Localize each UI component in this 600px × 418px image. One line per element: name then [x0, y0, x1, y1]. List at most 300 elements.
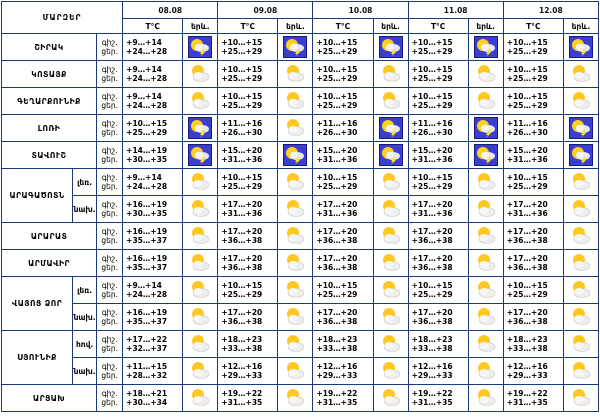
temperature-cell	[503, 142, 563, 169]
time-of-day-labels	[97, 88, 123, 115]
partly-cloudy-icon	[183, 169, 218, 196]
day-temp: +36…+38	[316, 263, 358, 272]
partly-cloudy-icon	[183, 250, 218, 277]
temperature-cell	[123, 34, 183, 61]
night-temp: +17…+20	[221, 308, 263, 317]
night-temp: +11…+16	[411, 119, 453, 128]
partly-cloudy-icon	[468, 385, 503, 412]
night-temp: +18…+21	[126, 389, 168, 398]
temperature-cell	[123, 358, 183, 385]
temperature-cell	[123, 196, 183, 223]
night-temp: +10…+15	[316, 38, 358, 47]
night-label: գիշ.	[101, 200, 118, 209]
partly-cloudy-icon	[373, 331, 408, 358]
temperature-cell	[503, 34, 563, 61]
partly-cloudy-icon	[468, 304, 503, 331]
day-temp: +36…+38	[506, 236, 548, 245]
night-label: գիշ.	[101, 335, 118, 344]
subzone-label: նախ.	[73, 358, 97, 385]
day-temp: +25…+29	[316, 182, 358, 191]
region-name: ՏԱՎՈՒՇ	[2, 142, 97, 169]
night-temp: +10…+15	[316, 281, 358, 290]
temperature-cell	[408, 304, 468, 331]
day-temp: +30…+34	[126, 398, 168, 407]
night-label: գիշ.	[101, 173, 118, 182]
temperature-cell	[313, 277, 373, 304]
partly-cloudy-icon	[563, 169, 598, 196]
night-temp: +17…+20	[506, 254, 548, 263]
partly-cloudy-icon	[468, 196, 503, 223]
table-row	[2, 250, 599, 277]
temperature-cell	[408, 61, 468, 88]
temperature-cell	[313, 115, 373, 142]
temperature-cell	[123, 142, 183, 169]
night-temp: +17…+22	[126, 335, 168, 344]
temperature-cell	[313, 196, 373, 223]
day-temp: +31…+35	[411, 398, 453, 407]
night-temp: +18…+23	[316, 335, 358, 344]
day-temp: +25…+29	[506, 182, 548, 191]
temperature-cell	[218, 385, 278, 412]
day-temp: +25…+29	[411, 74, 453, 83]
time-of-day-labels	[97, 142, 123, 169]
region-name: ԱՐՄԱՎԻՐ	[2, 250, 97, 277]
night-temp: +15…+20	[506, 146, 548, 155]
temperature-cell	[503, 61, 563, 88]
table-row	[2, 196, 599, 223]
night-temp: +17…+20	[411, 227, 453, 236]
region-name: ՍՅՈՒՆԻՔ	[2, 331, 73, 385]
partly-cloudy-icon	[563, 196, 598, 223]
temperature-cell	[313, 331, 373, 358]
subzone-label: նախ.	[73, 304, 97, 331]
date-header: 08.08	[123, 2, 218, 19]
partly-cloudy-icon	[373, 169, 408, 196]
subzone-label: լեռ.	[73, 169, 97, 196]
day-temp: +29…+33	[411, 371, 453, 380]
night-temp: +17…+20	[316, 254, 358, 263]
partly-cloudy-icon	[278, 331, 313, 358]
day-temp: +33…+38	[221, 344, 263, 353]
temperature-cell	[123, 277, 183, 304]
partly-cloudy-icon	[563, 385, 598, 412]
night-temp: +18…+23	[411, 335, 453, 344]
day-temp: +24…+28	[126, 101, 168, 110]
subzone-label: հով.	[73, 331, 97, 358]
night-temp: +10…+15	[221, 281, 263, 290]
table-row	[2, 115, 599, 142]
night-temp: +12…+16	[506, 362, 548, 371]
time-of-day-labels	[97, 115, 123, 142]
night-label: գիշ.	[101, 65, 118, 74]
day-temp: +25…+29	[506, 74, 548, 83]
partly-cloudy-icon	[183, 385, 218, 412]
temperature-cell	[503, 196, 563, 223]
day-temp: +25…+29	[506, 290, 548, 299]
day-temp: +25…+29	[411, 47, 453, 56]
day-temp: +31…+35	[221, 398, 263, 407]
temperature-cell	[503, 331, 563, 358]
storm-icon	[373, 115, 408, 142]
temperature-cell	[503, 223, 563, 250]
storm-icon	[563, 142, 598, 169]
night-temp: +19…+22	[411, 389, 453, 398]
day-label: ցեր.	[101, 371, 118, 380]
night-temp: +10…+15	[411, 173, 453, 182]
temperature-cell	[408, 385, 468, 412]
forecast-body	[2, 34, 599, 412]
storm-icon	[183, 142, 218, 169]
day-temp: +25…+29	[506, 47, 548, 56]
night-temp: +12…+16	[411, 362, 453, 371]
night-temp: +15…+20	[221, 146, 263, 155]
night-temp: +14…+19	[126, 146, 168, 155]
temperature-cell	[218, 358, 278, 385]
temperature-cell	[408, 196, 468, 223]
night-temp: +17…+20	[506, 227, 548, 236]
day-label: ցեր.	[101, 128, 118, 137]
night-temp: +18…+23	[221, 335, 263, 344]
partly-cloudy-icon	[373, 223, 408, 250]
day-temp: +36…+38	[506, 317, 548, 326]
icon-col-header: երև.	[183, 19, 218, 34]
day-temp: +25…+29	[316, 290, 358, 299]
day-temp: +31…+36	[506, 155, 548, 164]
day-temp: +25…+29	[221, 290, 263, 299]
time-of-day-labels	[97, 34, 123, 61]
night-temp: +11…+15	[126, 362, 168, 371]
partly-cloudy-icon	[278, 385, 313, 412]
night-temp: +10…+15	[221, 65, 263, 74]
day-temp: +36…+38	[316, 317, 358, 326]
day-temp: +24…+28	[126, 74, 168, 83]
day-temp: +25…+29	[316, 74, 358, 83]
night-label: գիշ.	[101, 227, 118, 236]
night-temp: +17…+20	[411, 254, 453, 263]
region-name: ԼՈՌԻ	[2, 115, 97, 142]
temperature-cell	[313, 250, 373, 277]
day-temp: +33…+38	[316, 344, 358, 353]
night-temp: +10…+15	[411, 38, 453, 47]
table-row	[2, 385, 599, 412]
temp-col-header: T°C	[313, 19, 373, 34]
night-temp: +10…+15	[221, 92, 263, 101]
time-of-day-labels	[97, 385, 123, 412]
day-label: ցեր.	[101, 263, 118, 272]
time-of-day-labels	[97, 61, 123, 88]
day-temp: +31…+36	[316, 155, 358, 164]
day-temp: +25…+29	[126, 128, 168, 137]
day-temp: +25…+29	[316, 101, 358, 110]
temperature-cell	[218, 223, 278, 250]
day-temp: +25…+29	[221, 101, 263, 110]
partly-cloudy-icon	[183, 223, 218, 250]
region-name: ԳԵՂԱՐՔՈՒՆԻՔ	[2, 88, 97, 115]
partly-cloudy-icon	[278, 304, 313, 331]
partly-cloudy-icon	[468, 358, 503, 385]
day-temp: +26…+30	[411, 128, 453, 137]
storm-icon	[183, 34, 218, 61]
partly-cloudy-icon	[373, 304, 408, 331]
time-of-day-labels	[97, 331, 123, 358]
night-temp: +17…+20	[411, 308, 453, 317]
night-temp: +17…+20	[411, 200, 453, 209]
night-temp: +12…+16	[316, 362, 358, 371]
night-label: գիշ.	[101, 38, 118, 47]
partly-cloudy-icon	[373, 196, 408, 223]
night-temp: +17…+20	[316, 200, 358, 209]
day-temp: +24…+28	[126, 47, 168, 56]
day-temp: +28…+32	[126, 371, 168, 380]
table-row	[2, 169, 599, 196]
partly-cloudy-icon	[563, 277, 598, 304]
temperature-cell	[218, 61, 278, 88]
partly-cloudy-icon	[373, 88, 408, 115]
night-label: գիշ.	[101, 281, 118, 290]
night-temp: +15…+20	[316, 146, 358, 155]
table-row	[2, 358, 599, 385]
temperature-cell	[503, 250, 563, 277]
storm-icon	[373, 34, 408, 61]
night-temp: +17…+20	[316, 308, 358, 317]
temp-col-header: T°C	[503, 19, 563, 34]
night-temp: +19…+22	[221, 389, 263, 398]
temp-col-header: T°C	[123, 19, 183, 34]
day-temp: +33…+38	[506, 344, 548, 353]
night-temp: +17…+20	[221, 200, 263, 209]
partly-cloudy-icon	[278, 223, 313, 250]
night-temp: +17…+20	[221, 254, 263, 263]
date-header: 09.08	[218, 2, 313, 19]
partly-cloudy-icon	[468, 61, 503, 88]
temperature-cell	[503, 358, 563, 385]
temperature-cell	[218, 88, 278, 115]
night-temp: +10…+15	[506, 38, 548, 47]
partly-cloudy-icon	[373, 358, 408, 385]
table-row	[2, 277, 599, 304]
partly-cloudy-icon	[278, 277, 313, 304]
night-temp: +10…+15	[506, 92, 548, 101]
day-label: ցեր.	[101, 74, 118, 83]
day-temp: +25…+29	[411, 290, 453, 299]
time-of-day-labels	[97, 358, 123, 385]
temperature-cell	[313, 142, 373, 169]
partly-cloudy-icon	[563, 250, 598, 277]
partly-cloudy-icon	[278, 196, 313, 223]
night-temp: +9…+14	[126, 92, 162, 101]
table-row	[2, 223, 599, 250]
storm-icon	[278, 34, 313, 61]
temperature-cell	[218, 250, 278, 277]
temperature-cell	[313, 169, 373, 196]
time-of-day-labels	[97, 196, 123, 223]
temperature-cell	[408, 88, 468, 115]
night-temp: +16…+19	[126, 227, 168, 236]
table-row	[2, 142, 599, 169]
temperature-cell	[123, 331, 183, 358]
temperature-cell	[313, 304, 373, 331]
day-temp: +24…+28	[126, 290, 168, 299]
day-temp: +31…+36	[411, 209, 453, 218]
day-temp: +25…+29	[411, 101, 453, 110]
icon-col-header: երև.	[468, 19, 503, 34]
temperature-cell	[218, 304, 278, 331]
partly-cloudy-icon	[183, 358, 218, 385]
day-label: ցեր.	[101, 101, 118, 110]
partly-cloudy-icon	[468, 169, 503, 196]
temperature-cell	[408, 277, 468, 304]
storm-icon	[183, 115, 218, 142]
day-temp: +30…+35	[126, 155, 168, 164]
night-temp: +9…+14	[126, 65, 162, 74]
temperature-cell	[218, 115, 278, 142]
day-temp: +36…+38	[316, 236, 358, 245]
day-temp: +31…+36	[221, 209, 263, 218]
temp-col-header: T°C	[408, 19, 468, 34]
temperature-cell	[123, 115, 183, 142]
storm-icon	[468, 34, 503, 61]
temperature-cell	[503, 169, 563, 196]
night-label: գիշ.	[101, 92, 118, 101]
temperature-cell	[408, 223, 468, 250]
partly-cloudy-icon	[373, 385, 408, 412]
region-name: ՇԻՐԱԿ	[2, 34, 97, 61]
day-temp: +25…+29	[316, 47, 358, 56]
table-title: ՄԱՐԶԵՐ	[2, 2, 123, 34]
temperature-cell	[503, 115, 563, 142]
table-row	[2, 331, 599, 358]
date-header: 11.08	[408, 2, 503, 19]
night-temp: +10…+15	[411, 281, 453, 290]
night-temp: +10…+15	[221, 173, 263, 182]
partly-cloudy-icon	[468, 277, 503, 304]
temperature-cell	[408, 115, 468, 142]
partly-cloudy-icon	[183, 304, 218, 331]
day-temp: +29…+33	[506, 371, 548, 380]
day-temp: +36…+38	[221, 317, 263, 326]
storm-icon	[563, 115, 598, 142]
temperature-cell	[313, 88, 373, 115]
temperature-cell	[218, 196, 278, 223]
day-label: ցեր.	[101, 155, 118, 164]
night-temp: +18…+23	[506, 335, 548, 344]
day-temp: +31…+35	[506, 398, 548, 407]
subzone-label: նախ.	[73, 196, 97, 223]
temperature-cell	[313, 385, 373, 412]
day-temp: +31…+36	[316, 209, 358, 218]
time-of-day-labels	[97, 223, 123, 250]
night-temp: +11…+16	[221, 119, 263, 128]
night-label: գիշ.	[101, 308, 118, 317]
table-row	[2, 88, 599, 115]
partly-cloudy-icon	[278, 61, 313, 88]
night-temp: +17…+20	[221, 227, 263, 236]
temperature-cell	[313, 358, 373, 385]
temperature-cell	[123, 88, 183, 115]
night-temp: +17…+20	[506, 200, 548, 209]
day-label: ցեր.	[101, 317, 118, 326]
temperature-cell	[123, 250, 183, 277]
day-temp: +30…+35	[126, 209, 168, 218]
partly-cloudy-icon	[468, 88, 503, 115]
day-temp: +29…+33	[316, 371, 358, 380]
day-temp: +31…+35	[316, 398, 358, 407]
night-temp: +16…+19	[126, 308, 168, 317]
partly-cloudy-icon	[563, 88, 598, 115]
night-temp: +9…+14	[126, 38, 162, 47]
night-temp: +10…+15	[316, 92, 358, 101]
forecast-table	[1, 1, 599, 412]
temperature-cell	[408, 358, 468, 385]
night-temp: +10…+15	[316, 65, 358, 74]
region-name: ԱՐՑԱԽ	[2, 385, 97, 412]
temperature-cell	[313, 223, 373, 250]
day-temp: +25…+29	[221, 182, 263, 191]
night-temp: +10…+15	[506, 281, 548, 290]
partly-cloudy-icon	[183, 88, 218, 115]
temperature-cell	[408, 142, 468, 169]
day-temp: +25…+29	[221, 74, 263, 83]
partly-cloudy-icon	[278, 250, 313, 277]
temperature-cell	[218, 277, 278, 304]
day-label: ցեր.	[101, 236, 118, 245]
night-temp: +11…+16	[506, 119, 548, 128]
night-temp: +12…+16	[221, 362, 263, 371]
storm-icon	[468, 142, 503, 169]
storm-icon	[373, 142, 408, 169]
day-temp: +36…+38	[221, 236, 263, 245]
partly-cloudy-icon	[373, 250, 408, 277]
temperature-cell	[218, 169, 278, 196]
icon-col-header: երև.	[278, 19, 313, 34]
partly-cloudy-icon	[183, 61, 218, 88]
temperature-cell	[503, 304, 563, 331]
partly-cloudy-icon	[278, 358, 313, 385]
partly-cloudy-icon	[468, 223, 503, 250]
partly-cloudy-icon	[278, 88, 313, 115]
temperature-cell	[218, 142, 278, 169]
temperature-cell	[123, 304, 183, 331]
day-temp: +31…+36	[221, 155, 263, 164]
table-row	[2, 304, 599, 331]
night-temp: +16…+19	[126, 254, 168, 263]
partly-cloudy-icon	[563, 331, 598, 358]
night-label: գիշ.	[101, 119, 118, 128]
temperature-cell	[123, 223, 183, 250]
time-of-day-labels	[97, 250, 123, 277]
day-temp: +36…+38	[411, 236, 453, 245]
partly-cloudy-icon	[278, 115, 313, 142]
day-temp: +31…+36	[411, 155, 453, 164]
partly-cloudy-icon	[183, 331, 218, 358]
day-temp: +24…+28	[126, 182, 168, 191]
day-label: ցեր.	[101, 47, 118, 56]
day-label: ցեր.	[101, 209, 118, 218]
night-label: գիշ.	[101, 254, 118, 263]
day-temp: +26…+30	[506, 128, 548, 137]
temp-col-header: T°C	[218, 19, 278, 34]
day-temp: +26…+30	[316, 128, 358, 137]
day-temp: +36…+38	[411, 317, 453, 326]
day-temp: +26…+30	[221, 128, 263, 137]
night-label: գիշ.	[101, 362, 118, 371]
day-temp: +33…+38	[411, 344, 453, 353]
time-of-day-labels	[97, 169, 123, 196]
night-temp: +15…+20	[411, 146, 453, 155]
partly-cloudy-icon	[563, 304, 598, 331]
night-label: գիշ.	[101, 389, 118, 398]
day-label: ցեր.	[101, 398, 118, 407]
